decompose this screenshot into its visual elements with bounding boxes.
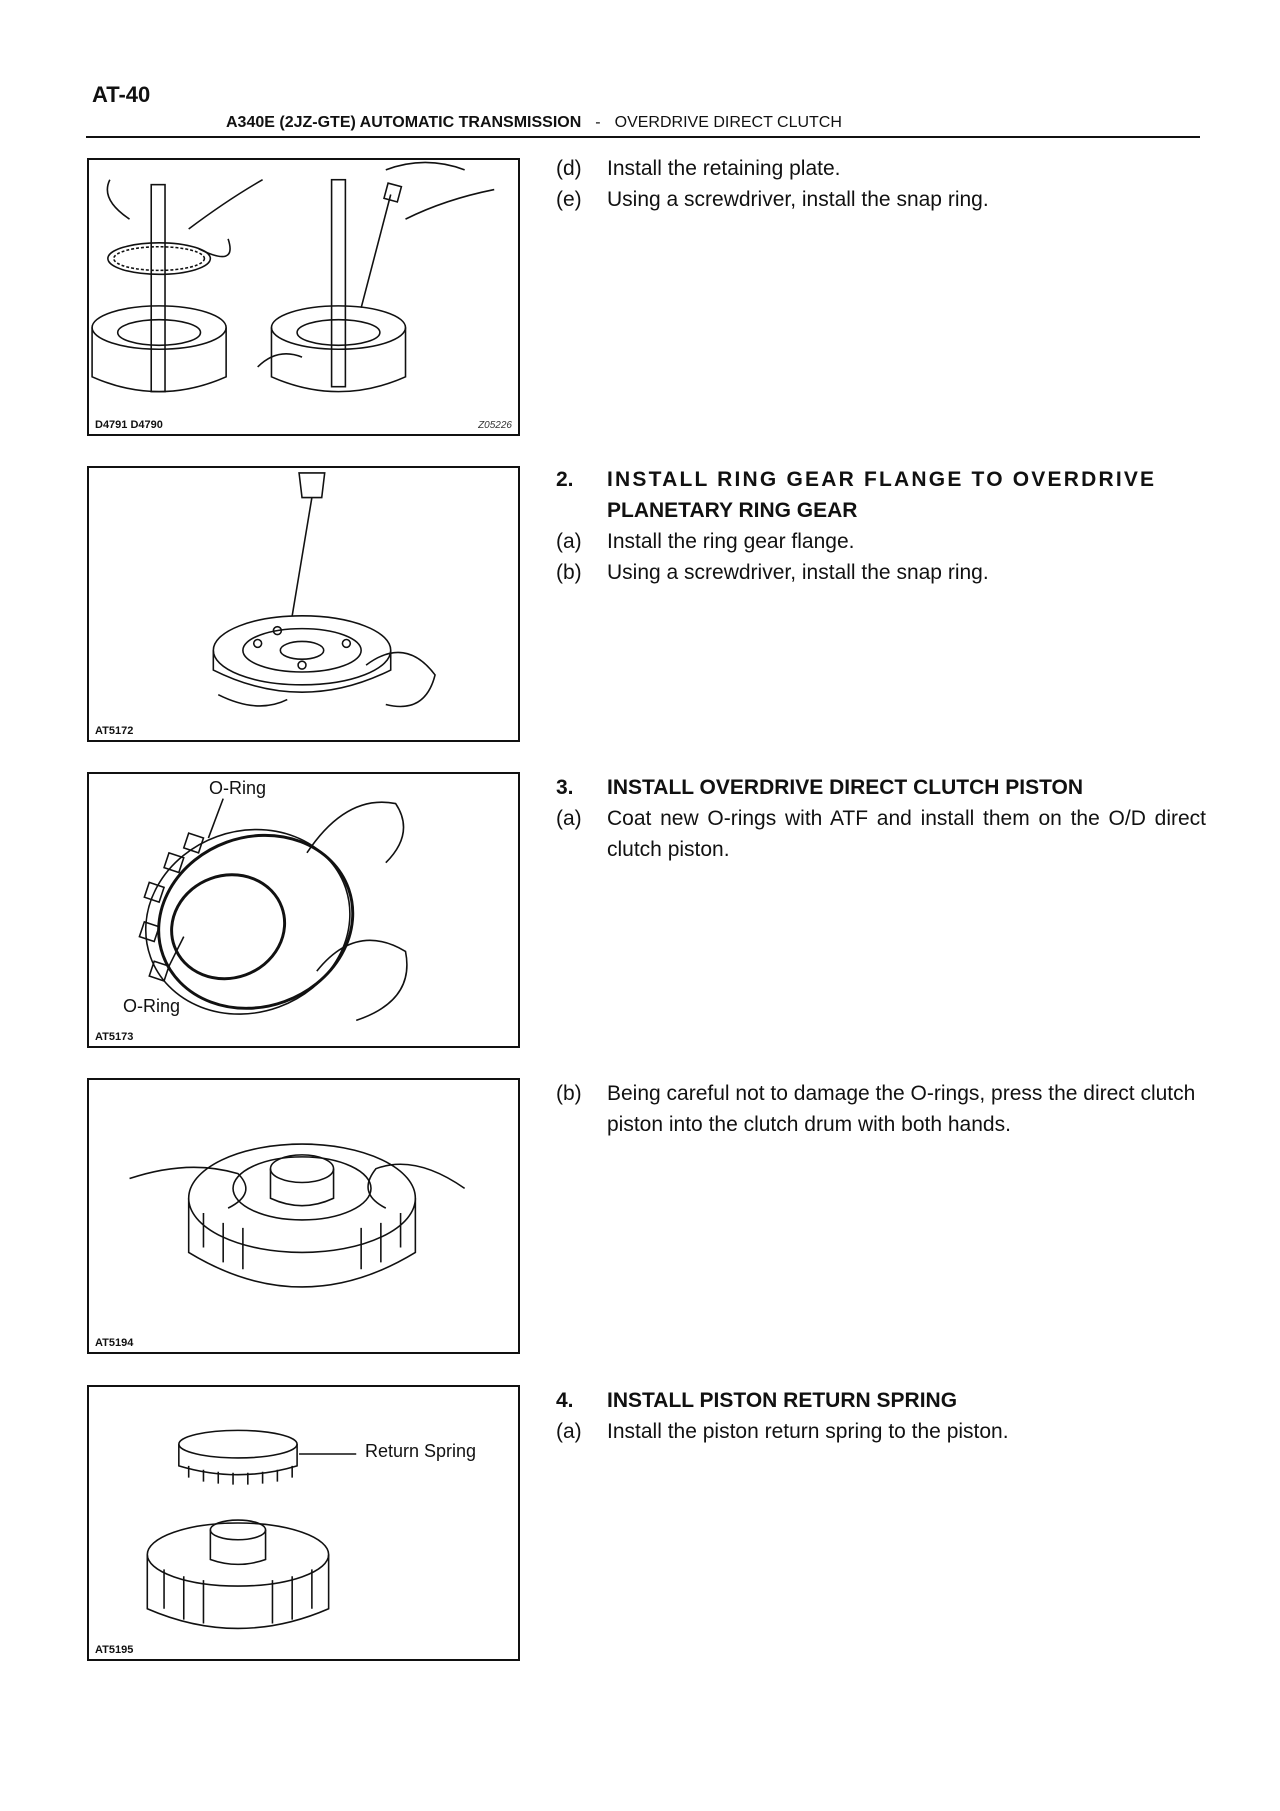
step-number: 4. [556, 1389, 574, 1412]
step-number: 3. [556, 776, 574, 799]
figure-o-rings [87, 772, 520, 1048]
item-marker: (a) [556, 807, 582, 830]
step-2 [556, 464, 1206, 588]
illustration-retaining-plate [89, 160, 518, 434]
illustration-ring-gear-flange [89, 468, 518, 740]
label-o-ring-top: O-Ring [209, 778, 267, 798]
item-text: Using a screwdriver, install the snap ring. [607, 561, 989, 584]
step-heading [556, 1385, 1206, 1416]
heading-text: INSTALL OVERDRIVE DIRECT CLUTCH PISTON [607, 776, 1084, 799]
item-marker: (a) [556, 530, 582, 553]
item-text: Install the ring gear flange. [607, 530, 855, 553]
heading-line-1: INSTALL RING GEAR FLANGE TO OVERDRIVE [607, 468, 1157, 491]
figure-code-right: Z05226 [478, 420, 512, 431]
step-heading [556, 464, 1206, 526]
step-4 [556, 1385, 1206, 1447]
illustration-clutch-piston-press [89, 1080, 518, 1352]
figure-clutch-piston-press [87, 1078, 520, 1354]
figure-code: AT5195 [95, 1644, 134, 1656]
item-marker: (b) [556, 561, 582, 584]
figure-code: AT5194 [95, 1337, 134, 1349]
figure-return-spring [87, 1385, 520, 1661]
label-return-spring: Return Spring [365, 1441, 477, 1461]
list-item [556, 526, 1206, 557]
page-number: AT-40 [92, 82, 151, 107]
item-text: Using a screwdriver, install the snap ring. [607, 188, 989, 211]
step-1-continued [556, 153, 1206, 215]
item-marker: (b) [556, 1082, 582, 1105]
illustration-return-spring [89, 1387, 518, 1659]
item-marker: (e) [556, 188, 582, 211]
figure-code: AT5173 [95, 1031, 134, 1043]
heading-line-2: PLANETARY RING GEAR [607, 499, 858, 522]
header-rule [86, 136, 1200, 138]
manual-title: A340E (2JZ-GTE) AUTOMATIC TRANSMISSION [226, 114, 582, 131]
list-item [556, 1416, 1206, 1447]
list-item [556, 803, 1206, 865]
figure-retaining-plate [87, 158, 520, 436]
step-3-continued [556, 1078, 1206, 1140]
figure-code: D4791 D4790 [95, 419, 163, 431]
figure-code: AT5172 [95, 725, 134, 737]
section-title: OVERDRIVE DIRECT CLUTCH [614, 114, 842, 131]
step-number: 2. [556, 468, 574, 491]
running-header [226, 114, 842, 132]
label-o-ring-bottom: O-Ring [123, 996, 181, 1016]
figure-ring-gear-flange [87, 466, 520, 742]
list-item [556, 557, 1206, 588]
step-heading [556, 772, 1206, 803]
item-text: Install the piston return spring to the piston. [607, 1420, 1009, 1443]
header-separator: - [595, 114, 601, 131]
list-item [556, 1078, 1206, 1140]
list-item [556, 153, 1206, 184]
item-text: Install the retaining plate. [607, 157, 841, 180]
item-text: Being careful not to damage the O-rings, press the direct clutch piston into the clutch drum with both hands. [607, 1082, 1196, 1136]
item-marker: (a) [556, 1420, 582, 1443]
heading-text: INSTALL PISTON RETURN SPRING [607, 1389, 958, 1412]
item-text: Coat new O-rings with ATF and install them on the O/D direct clutch piston. [607, 807, 1206, 861]
list-item [556, 184, 1206, 215]
item-marker: (d) [556, 157, 582, 180]
step-3 [556, 772, 1206, 865]
